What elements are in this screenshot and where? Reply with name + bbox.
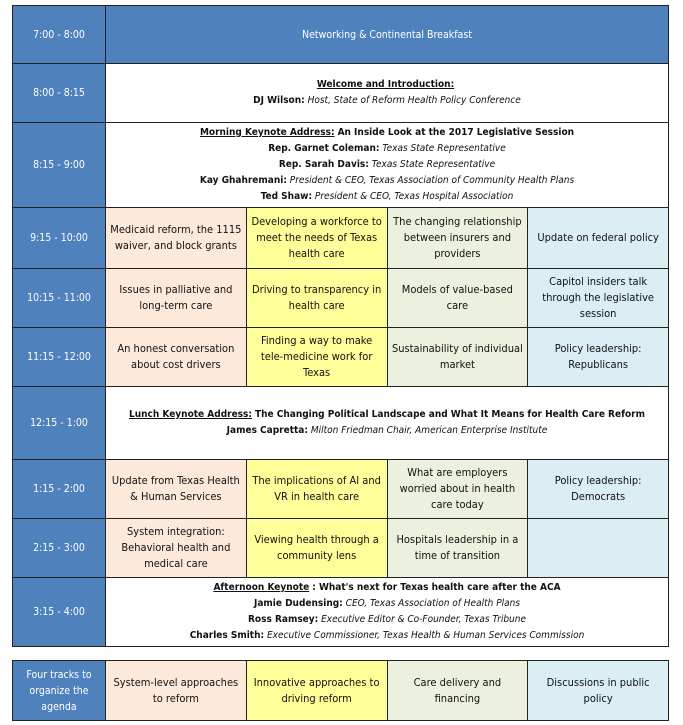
keynote-subtitle: An Inside Look at the 2017 Legislative Session <box>337 127 575 138</box>
speaker-role: Texas State Representative <box>382 143 506 154</box>
keynote-heading <box>109 580 665 596</box>
agenda-row <box>13 519 669 578</box>
breakout-session: Medicaid reform, the 1115 waiver, and block grants <box>106 208 247 269</box>
session-title: Networking & Continental Breakfast <box>106 6 669 64</box>
time-slot: 10:15 - 11:00 <box>13 269 106 328</box>
breakout-session: The changing relationship between insurers and providers <box>387 208 528 269</box>
agenda-row <box>13 460 669 519</box>
time-slot: 9:15 - 10:00 <box>13 208 106 269</box>
keynote-heading <box>109 407 665 423</box>
breakout-session: Developing a workforce to meet the needs of Texas health care <box>246 208 387 269</box>
agenda-row <box>13 64 669 123</box>
speaker-name: James Capretta: <box>226 425 308 436</box>
breakout-session: The implications of AI and VR in health care <box>246 460 387 519</box>
breakout-session: Finding a way to make tele-medicine work for Texas <box>246 328 387 387</box>
keynote-title: Lunch Keynote Address: <box>128 409 252 420</box>
legend-label: Four tracks to organize the agenda <box>13 661 106 721</box>
agenda-row <box>13 269 669 328</box>
track-2: Innovative approaches to driving reform <box>246 661 387 721</box>
keynote-title: Welcome and Introduction: <box>316 79 455 90</box>
breakout-session: Viewing health through a community lens <box>246 519 387 578</box>
keynote-subtitle: : What's next for Texas health care after the ACA <box>312 582 561 593</box>
speaker <box>109 173 665 189</box>
speaker-role: President & CEO, Texas Hospital Association <box>314 191 514 202</box>
speaker <box>109 423 665 439</box>
tracks-legend-table <box>12 660 669 721</box>
speaker-name: DJ Wilson: <box>253 95 305 106</box>
keynote-heading <box>109 77 665 93</box>
speaker-role: Executive Commissioner, Texas Health & Human Services Commission <box>266 630 585 641</box>
breakout-session: Update from Texas Health & Human Services <box>106 460 247 519</box>
breakout-session: What are employers worried about in health care today <box>387 460 528 519</box>
breakout-session: Capitol insiders talk through the legislative session <box>528 269 669 328</box>
time-slot: 8:00 - 8:15 <box>13 64 106 123</box>
agenda-table <box>12 5 669 647</box>
speaker-name: Rep. Garnet Coleman: <box>268 143 380 154</box>
time-slot: 8:15 - 9:00 <box>13 123 106 208</box>
keynote-cell <box>106 387 669 460</box>
speaker <box>109 628 665 644</box>
speaker-name: Rep. Sarah Davis: <box>278 159 369 170</box>
speaker-role: President & CEO, Texas Association of Community Health Plans <box>289 175 575 186</box>
breakout-session <box>528 519 669 578</box>
track-4: Discussions in public policy <box>528 661 669 721</box>
speaker <box>109 612 665 628</box>
speaker <box>109 189 665 205</box>
agenda-row <box>13 123 669 208</box>
speaker-name: Ted Shaw: <box>260 191 313 202</box>
agenda-row <box>13 208 669 269</box>
breakout-session: Sustainability of individual market <box>387 328 528 387</box>
track-3: Care delivery and financing <box>387 661 528 721</box>
speaker <box>109 596 665 612</box>
keynote-cell <box>106 64 669 123</box>
breakout-session: Policy leadership: Democrats <box>528 460 669 519</box>
speaker-role: Milton Friedman Chair, American Enterprise Institute <box>310 425 548 436</box>
keynote-subtitle: The Changing Political Landscape and What It Means for Health Care Reform <box>254 409 645 420</box>
breakout-session: Hospitals leadership in a time of transition <box>387 519 528 578</box>
time-slot: 2:15 - 3:00 <box>13 519 106 578</box>
speaker <box>109 141 665 157</box>
time-slot: 12:15 - 1:00 <box>13 387 106 460</box>
speaker-role: CEO, Texas Association of Health Plans <box>345 598 521 609</box>
breakout-session: Models of value-based care <box>387 269 528 328</box>
legend-row <box>13 661 669 721</box>
speaker <box>109 93 665 109</box>
time-slot: 7:00 - 8:00 <box>13 6 106 64</box>
agenda-row <box>13 6 669 64</box>
breakout-session: System integration: Behavioral health and medical care <box>106 519 247 578</box>
breakout-session: An honest conversation about cost drivers <box>106 328 247 387</box>
keynote-title: Morning Keynote Address: <box>199 127 335 138</box>
keynote-heading <box>109 125 665 141</box>
keynote-cell <box>106 578 669 647</box>
speaker <box>109 157 665 173</box>
time-slot: 1:15 - 2:00 <box>13 460 106 519</box>
agenda-row <box>13 387 669 460</box>
agenda-row <box>13 578 669 647</box>
speaker-role: Executive Editor & Co-Founder, Texas Tribune <box>321 614 526 625</box>
keynote-title: Afternoon Keynote <box>213 582 310 593</box>
speaker-name: Kay Ghahremani: <box>199 175 287 186</box>
breakout-session: Issues in palliative and long-term care <box>106 269 247 328</box>
speaker-name: Ross Ramsey: <box>248 614 319 625</box>
agenda-row <box>13 328 669 387</box>
time-slot: 11:15 - 12:00 <box>13 328 106 387</box>
breakout-session: Driving to transparency in health care <box>246 269 387 328</box>
breakout-session: Policy leadership: Republicans <box>528 328 669 387</box>
time-slot: 3:15 - 4:00 <box>13 578 106 647</box>
breakout-session: Update on federal policy <box>528 208 669 269</box>
speaker-name: Charles Smith: <box>189 630 265 641</box>
track-1: System-level approaches to reform <box>106 661 247 721</box>
keynote-cell <box>106 123 669 208</box>
speaker-name: Jamie Dudensing: <box>253 598 343 609</box>
speaker-role: Texas State Representative <box>371 159 496 170</box>
speaker-role: Host, State of Reform Health Policy Conference <box>307 95 521 106</box>
